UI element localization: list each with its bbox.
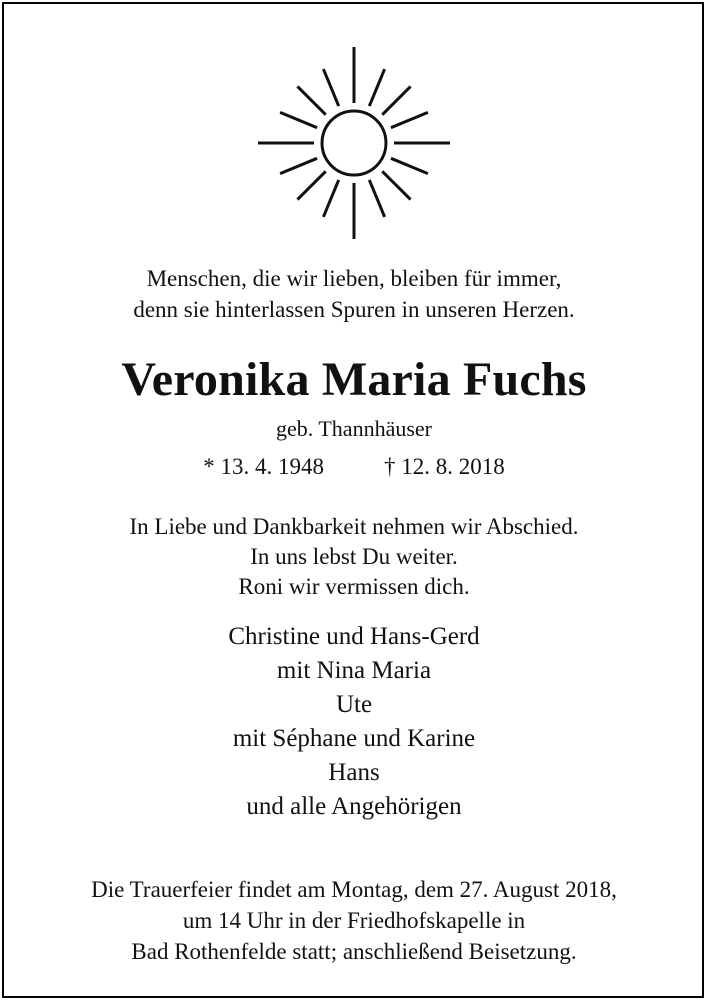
motto-quote xyxy=(0,263,708,325)
sun-ray xyxy=(280,112,317,127)
sun-ray xyxy=(280,158,317,173)
farewell-line: In uns lebst Du weiter. xyxy=(250,544,458,569)
farewell-line: Roni wir vermissen dich. xyxy=(238,574,470,599)
farewell-text xyxy=(0,512,708,602)
sun-ray xyxy=(382,171,410,199)
sun-ray xyxy=(382,86,410,114)
ceremony-line: Die Trauerfeier findet am Montag, dem 27. August 2018, xyxy=(91,877,617,902)
sun-ray xyxy=(369,69,384,106)
ceremony-line: um 14 Uhr in der Friedhofskapelle in xyxy=(182,908,526,933)
sun-ray xyxy=(369,180,384,217)
mourner-line: mit Séphane und Karine xyxy=(232,725,476,752)
mourner-line: Hans xyxy=(328,759,380,786)
sun-disc xyxy=(322,111,386,175)
mourner-line: Christine und Hans-Gerd xyxy=(228,623,480,650)
mourner-line: mit Nina Maria xyxy=(276,657,432,684)
sun-ray xyxy=(323,69,338,106)
birth-name: geb. Thannhäuser xyxy=(276,416,432,441)
mourner-line: Ute xyxy=(335,691,373,718)
life-dates xyxy=(0,451,708,482)
motto-line: Menschen, die wir lieben, bleiben für immer, xyxy=(146,266,562,291)
mourner-line: und alle Angehörigen xyxy=(246,793,462,820)
motto-line: denn sie hinterlassen Spuren in unseren Herzen. xyxy=(133,297,575,322)
funeral-notice xyxy=(0,874,708,967)
sun-ray xyxy=(297,86,325,114)
ceremony-line: Bad Rothenfelde statt; anschließend Beisetzung. xyxy=(131,939,577,964)
sun-ray xyxy=(391,158,428,173)
birth-date: * 13. 4. 1948 xyxy=(203,454,324,479)
sun-ray xyxy=(391,112,428,127)
deceased-name: Veronika Maria Fuchs xyxy=(121,353,587,406)
death-date: † 12. 8. 2018 xyxy=(384,454,505,479)
sun-ray xyxy=(323,180,338,217)
sun-ray xyxy=(297,171,325,199)
mourners-list xyxy=(0,620,708,824)
farewell-line: In Liebe und Dankbarkeit nehmen wir Abschied. xyxy=(129,514,579,539)
